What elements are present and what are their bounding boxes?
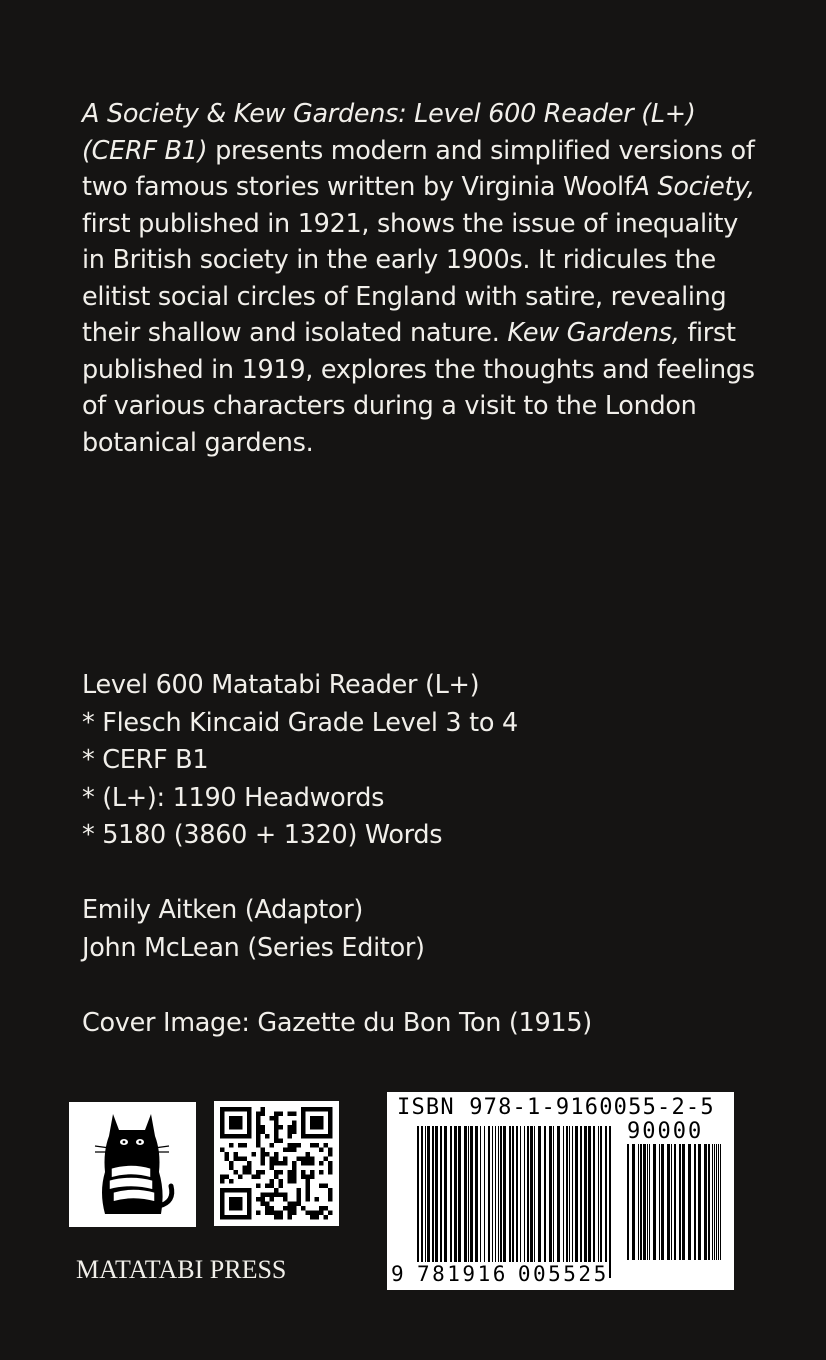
- barcode-digit-group-2: 005525: [517, 1262, 609, 1286]
- spec-flesch: * Flesch Kincaid Grade Level 3 to 4: [82, 707, 518, 738]
- blurb-part-2: first published in 1921, shows the issue of inequality in British society in the early 1900s. It ridicules the elitist social circles of England with satire, revealing their shallow and isolated nature.: [82, 208, 739, 348]
- cat-on-books-icon: [69, 1102, 196, 1227]
- credit-editor: John McLean (Series Editor): [82, 932, 425, 963]
- blurb-kew-title: Kew Gardens,: [507, 318, 680, 348]
- qr-code[interactable]: [214, 1101, 339, 1226]
- publisher-name: MATATABI PRESS: [76, 1255, 287, 1284]
- barcode-digits: [391, 1262, 609, 1286]
- blurb-title: A Society & Kew Gardens: Level 600 Reader (L+) (CERF B1): [82, 99, 696, 166]
- isbn-label: ISBN 978-1-9160055-2-5: [397, 1095, 715, 1120]
- barcode-digit-group-1: 781916: [417, 1262, 508, 1286]
- blurb-part-1: presents modern and simplified versions of two famous stories written by Virginia Woolf: [82, 135, 755, 202]
- spec-level: Level 600 Matatabi Reader (L+): [82, 670, 480, 700]
- isbn-barcode: [387, 1092, 734, 1290]
- book-specs: [82, 667, 682, 1042]
- spec-cerf: * CERF B1: [82, 745, 209, 775]
- spacer: [82, 967, 682, 1005]
- price-code: 90000: [627, 1119, 704, 1144]
- back-cover-blurb: [82, 96, 762, 461]
- credit-cover-image: Cover Image: Gazette du Bon Ton (1915): [82, 1007, 592, 1038]
- spec-words: * 5180 (3860 + 1320) Words: [82, 820, 443, 850]
- spacer: [82, 855, 682, 893]
- qr-code-icon: [214, 1101, 339, 1226]
- blurb-part-3: first published in 1919, explores the thoughts and feelings of various characters during a visit to the London botanical gardens.: [82, 318, 755, 458]
- blurb-society-title: A Society,: [632, 172, 755, 202]
- publisher-logo: [69, 1102, 196, 1227]
- barcode-bars: [387, 1092, 734, 1290]
- spec-headwords: * (L+): 1190 Headwords: [82, 782, 385, 813]
- barcode-digit-first: 9: [391, 1262, 404, 1286]
- credit-adaptor: Emily Aitken (Adaptor): [82, 895, 364, 925]
